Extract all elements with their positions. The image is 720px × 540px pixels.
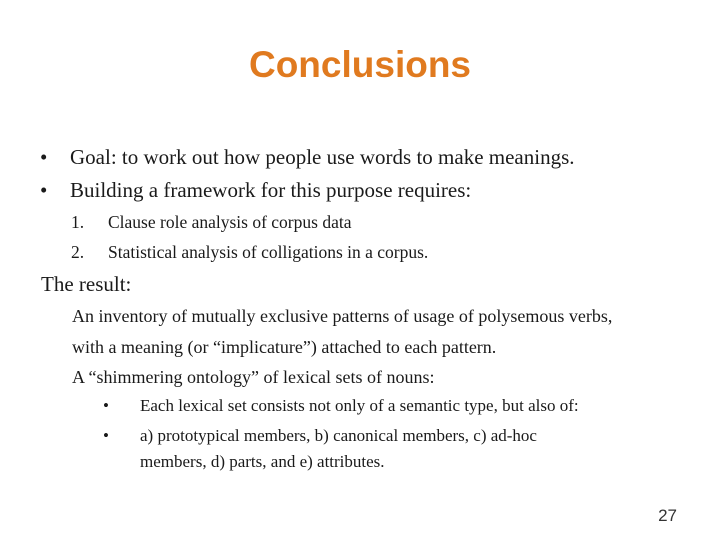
item-text: Clause role analysis of corpus data (108, 212, 352, 232)
result-line-1: An inventory of mutually exclusive patterns of usage of polysemous verbs, (72, 306, 613, 326)
page-number: 27 (658, 506, 677, 525)
slide-title: Conclusions (248, 44, 472, 85)
bullet-marker: • (103, 426, 109, 445)
sub-bullet-text: a) prototypical members, b) canonical members, c) ad-hoc (140, 426, 537, 445)
bullet-text: Goal: to work out how people use words to make meanings. (70, 145, 575, 169)
item-number: 1. (71, 212, 85, 232)
item-text: Statistical analysis of colligations in a corpus. (108, 242, 429, 262)
sub-bullet-2-continuation: members, d) parts, and e) attributes. (140, 452, 385, 471)
result-line-2: with a meaning (or “implicature”) attached to each pattern. (72, 337, 497, 357)
bullet-marker: • (40, 145, 48, 169)
result-line-3: A “shimmering ontology” of lexical sets of nouns: (72, 367, 435, 387)
result-heading: The result: (41, 272, 132, 296)
bullet-marker: • (103, 396, 109, 415)
bullet-marker: • (40, 178, 48, 202)
item-number: 2. (71, 242, 85, 262)
sub-bullet-text: Each lexical set consists not only of a semantic type, but also of: (140, 396, 579, 415)
bullet-text: Building a framework for this purpose requires: (70, 178, 472, 202)
